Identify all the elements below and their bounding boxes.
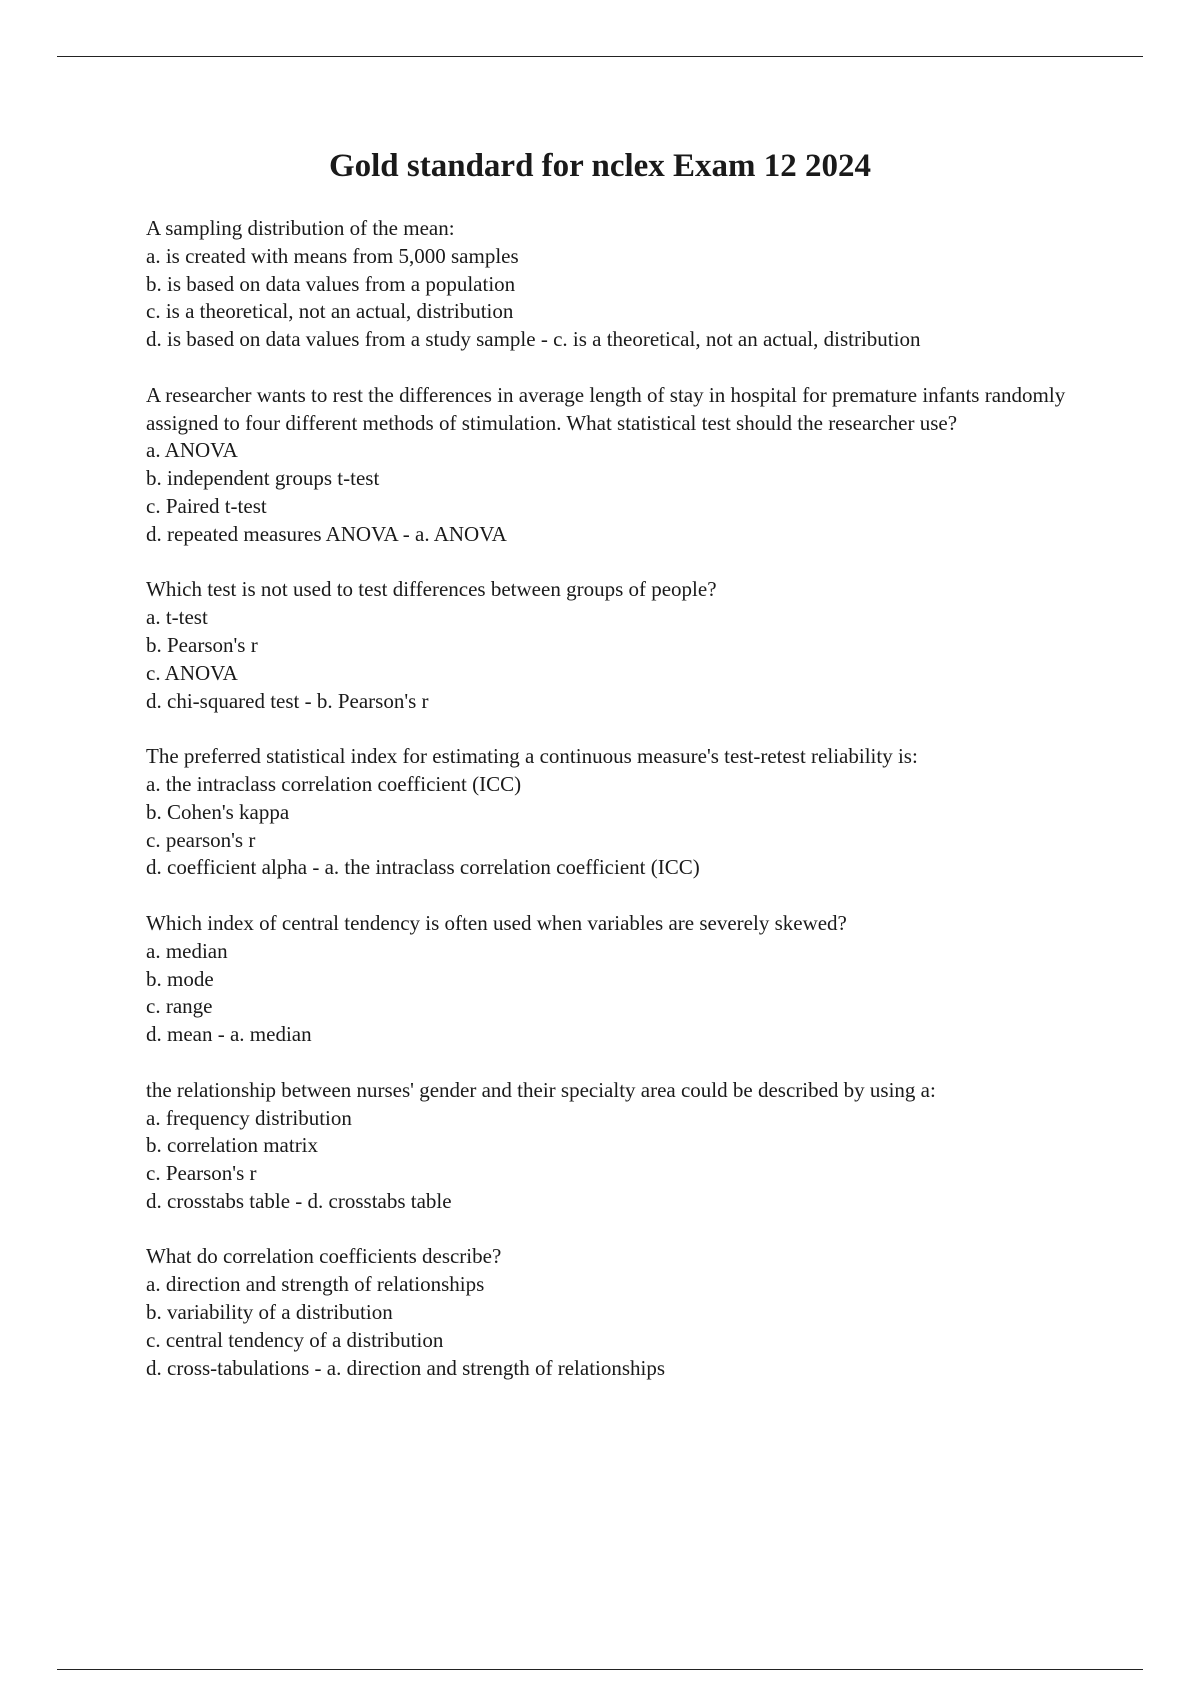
answer-option-a: a. median — [146, 938, 228, 963]
question-prompt: What do correlation coefficients describe? — [146, 1244, 502, 1269]
answer-option-a: a. is created with means from 5,000 samples — [146, 243, 519, 268]
answer-option-a: a. direction and strength of relationships — [146, 1272, 485, 1297]
answer-option-c: c. Paired t-test — [146, 493, 267, 518]
answer-option-b: b. variability of a distribution — [146, 1300, 393, 1325]
answer-option-c: c. central tendency of a distribution — [146, 1327, 444, 1352]
question-4 — [146, 743, 1086, 882]
question-prompt: The preferred statistical index for estimating a continuous measure's test-retest reliability is: — [146, 744, 918, 769]
question-prompt: Which test is not used to test differences between groups of people? — [146, 577, 717, 602]
answer-option-b: b. Cohen's kappa — [146, 799, 290, 824]
question-prompt: Which index of central tendency is often used when variables are severely skewed? — [146, 910, 847, 935]
answer-option-d: d. cross-tabulations - a. direction and strength of relationships — [146, 1355, 666, 1380]
answer-option-b: b. correlation matrix — [146, 1133, 319, 1158]
answer-option-c: c. Pearson's r — [146, 1161, 257, 1186]
answer-option-d: d. repeated measures ANOVA - a. ANOVA — [146, 521, 507, 546]
answer-option-b: b. Pearson's r — [146, 632, 258, 657]
top-rule — [57, 56, 1143, 57]
answer-option-d: d. coefficient alpha - a. the intraclass correlation coefficient (ICC) — [146, 855, 700, 880]
answer-option-c: c. pearson's r — [146, 827, 256, 852]
answer-option-d: d. crosstabs table - d. crosstabs table — [146, 1188, 452, 1213]
answer-option-a: a. ANOVA — [146, 438, 238, 463]
question-list — [146, 215, 1086, 1410]
bottom-rule — [57, 1669, 1143, 1670]
question-prompt: the relationship between nurses' gender and their specialty area could be described by using a: — [146, 1077, 936, 1102]
page-title: Gold standard for nclex Exam 12 2024 — [328, 148, 872, 184]
answer-option-b: b. mode — [146, 966, 214, 991]
answer-option-a: a. the intraclass correlation coefficient (ICC) — [146, 771, 522, 796]
question-prompt: A researcher wants to rest the differences in average length of stay in hospital for premature infants randomly assigned to four different methods of stimulation. What statistical test should the researcher use? — [146, 382, 1071, 435]
answer-option-b: b. independent groups t-test — [146, 466, 380, 491]
answer-option-c: c. range — [146, 994, 213, 1019]
answer-option-a: a. t-test — [146, 605, 208, 630]
question-1 — [146, 215, 1086, 354]
answer-option-c: c. is a theoretical, not an actual, distribution — [146, 299, 514, 324]
question-2 — [146, 382, 1086, 549]
answer-option-c: c. ANOVA — [146, 660, 238, 685]
answer-option-d: d. chi-squared test - b. Pearson's r — [146, 688, 429, 713]
answer-option-a: a. frequency distribution — [146, 1105, 352, 1130]
question-7 — [146, 1243, 1086, 1382]
answer-option-d: d. mean - a. median — [146, 1022, 312, 1047]
question-5 — [146, 910, 1086, 1049]
question-3 — [146, 576, 1086, 715]
answer-option-d: d. is based on data values from a study sample - c. is a theoretical, not an actual, distribution — [146, 327, 921, 352]
question-6 — [146, 1077, 1086, 1216]
question-prompt: A sampling distribution of the mean: — [146, 216, 455, 240]
answer-option-b: b. is based on data values from a population — [146, 271, 516, 296]
